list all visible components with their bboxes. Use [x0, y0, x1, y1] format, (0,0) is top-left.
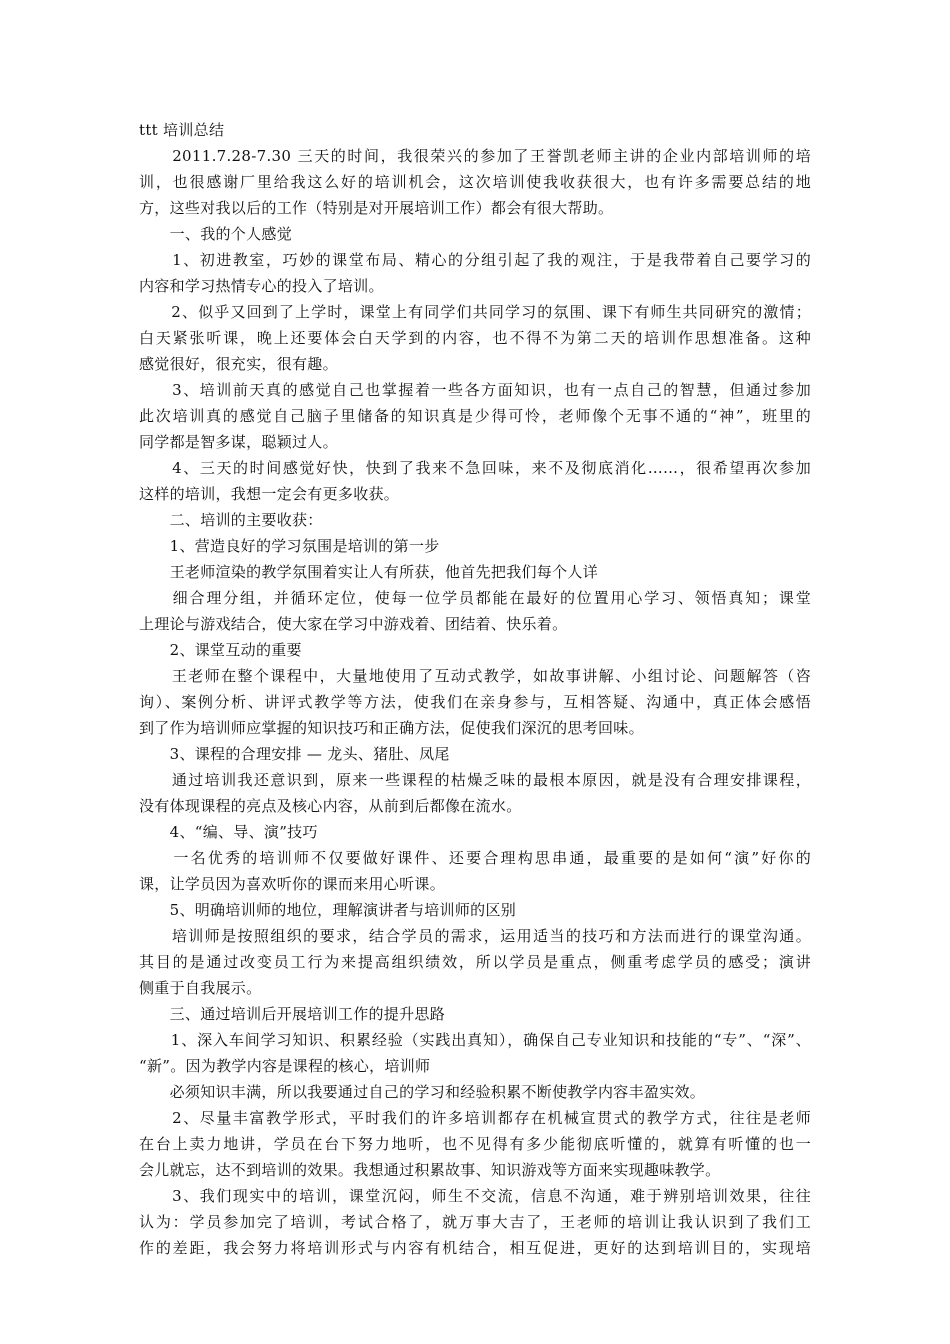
paragraph-line: 必须知识丰满，所以我要通过自己的学习和经验积累不断使教学内容丰盈实效。 — [139, 1083, 706, 1101]
paragraph-line: 侧重于自我展示。 — [139, 979, 262, 997]
paragraph-line: 这样的培训，我想一定会有更多收获。 — [139, 485, 400, 503]
paragraph-line: 同学都是智多谋，聪颖过人。 — [139, 433, 338, 451]
paragraph-line: 白天紧张听课，晚上还要体会白天学到的内容，也不得不为第二天的培训作思想准备。这种 — [139, 329, 811, 347]
paragraph-line: 4、三天的时间感觉好快，快到了我来不急回味，来不及彻底消化……，很希望再次参加 — [139, 459, 811, 477]
paragraph-line: 内容和学习热情专心的投入了培训。 — [139, 277, 384, 295]
paragraph-line: 上理论与游戏结合，使大家在学习中游戏着、团结着、快乐着。 — [139, 615, 568, 633]
paragraph-line: 此次培训真的感觉自己脑子里储备的知识真是少得可怜，老师像个无事不通的“神”，班里的 — [139, 407, 811, 425]
paragraph-line: 询）、案例分析、讲评式教学等方法，使我们在亲身参与，互相答疑、沟通中，真正体会感悟 — [139, 693, 811, 711]
paragraph-line: 2、似乎又回到了上学时，课堂上有同学们共同学习的氛围、课下有师生共同研究的激情； — [139, 303, 811, 321]
paragraph-line: 方，这些对我以后的工作（特别是对开展培训工作）都会有很大帮助。 — [139, 199, 614, 217]
section-heading: 三、通过培训后开展培训工作的提升思路 — [139, 1005, 446, 1023]
paragraph-line: 王老师渲染的教学氛围着实让人有所获，他首先把我们每个人详 — [139, 563, 599, 581]
paragraph-line: 感觉很好，很充实，很有趣。 — [139, 355, 338, 373]
paragraph-line: 其目的是通过改变员工行为来提高组织绩效，所以学员是重点，侧重考虑学员的感受；演讲 — [139, 953, 811, 971]
paragraph-line: 在台上卖力地讲，学员在台下努力地听，也不见得有多少能彻底听懂的，就算有听懂的也一 — [139, 1135, 811, 1153]
doc-title: ttt 培训总结 — [139, 121, 225, 139]
paragraph-line: 2011.7.28-7.30 三天的时间，我很荣兴的参加了王誉凯老师主讲的企业内部培训师的培 — [139, 147, 811, 165]
paragraph-line: 课，让学员因为喜欢听你的课而来用心听课。 — [139, 875, 446, 893]
paragraph-line: 1、深入车间学习知识、积累经验（实践出真知），确保自己专业知识和技能的“专”、“深”、 — [139, 1031, 811, 1049]
section-heading: 一、我的个人感觉 — [139, 225, 293, 243]
subsection-heading: 1、营造良好的学习氛围是培训的第一步 — [139, 537, 440, 555]
section-heading: 二、培训的主要收获： — [139, 511, 323, 529]
paragraph-line: 训，也很感谢厂里给我这么好的培训机会，这次培训使我收获很大，也有许多需要总结的地 — [139, 173, 811, 191]
paragraph-line: 王老师在整个课程中，大量地使用了互动式教学，如故事讲解、小组讨论、问题解答（咨 — [139, 667, 811, 685]
paragraph-line: 培训师是按照组织的要求，结合学员的需求，运用适当的技巧和方法而进行的课堂沟通。 — [139, 927, 811, 945]
paragraph-line: 认为：学员参加完了培训，考试合格了，就万事大吉了，王老师的培训让我认识到了我们工 — [139, 1213, 811, 1231]
paragraph-line: 1、初进教室，巧妙的课堂布局、精心的分组引起了我的观注，于是我带着自己要学习的 — [139, 251, 811, 269]
subsection-heading: 5、明确培训师的地位，理解演讲者与培训师的区别 — [139, 901, 517, 919]
paragraph-line: 没有体现课程的亮点及核心内容，从前到后都像在流水。 — [139, 797, 522, 815]
document-page — [139, 117, 811, 1261]
paragraph-line: 3、我们现实中的培训，课堂沉闷，师生不交流，信息不沟通，难于辨别培训效果，往往 — [139, 1187, 811, 1205]
paragraph-line: 通过培训我还意识到，原来一些课程的枯燥乏味的最根本原因，就是没有合理安排课程， — [139, 771, 811, 789]
paragraph-line: 作的差距，我会努力将培训形式与内容有机结合，相互促进，更好的达到培训目的，实现培 — [139, 1239, 811, 1257]
subsection-heading: 3、课程的合理安排 — 龙头、猪肚、凤尾 — [139, 745, 450, 763]
paragraph-line: 3、培训前天真的感觉自己也掌握着一些各方面知识，也有一点自己的智慧，但通过参加 — [139, 381, 811, 399]
subsection-heading: 4、“编、导、演”技巧 — [139, 823, 318, 841]
paragraph-line: 到了作为培训师应掌握的知识技巧和正确方法，促使我们深沉的思考回味。 — [139, 719, 644, 737]
subsection-heading: 2、课堂互动的重要 — [139, 641, 302, 659]
paragraph-line: 会儿就忘，达不到培训的效果。我想通过积累故事、知识游戏等方面来实现趣味教学。 — [139, 1161, 721, 1179]
paragraph-line: 2、尽量丰富教学形式，平时我们的许多培训都存在机械宣贯式的教学方式，往往是老师 — [139, 1109, 811, 1127]
paragraph-line: 一名优秀的培训师不仅要做好课件、还要合理构思串通，最重要的是如何“演”好你的 — [139, 849, 811, 867]
paragraph-line: “新”。因为教学内容是课程的核心，培训师 — [139, 1057, 431, 1075]
paragraph-line: 细合理分组，并循环定位，使每一位学员都能在最好的位置用心学习、领悟真知；课堂 — [139, 589, 811, 607]
